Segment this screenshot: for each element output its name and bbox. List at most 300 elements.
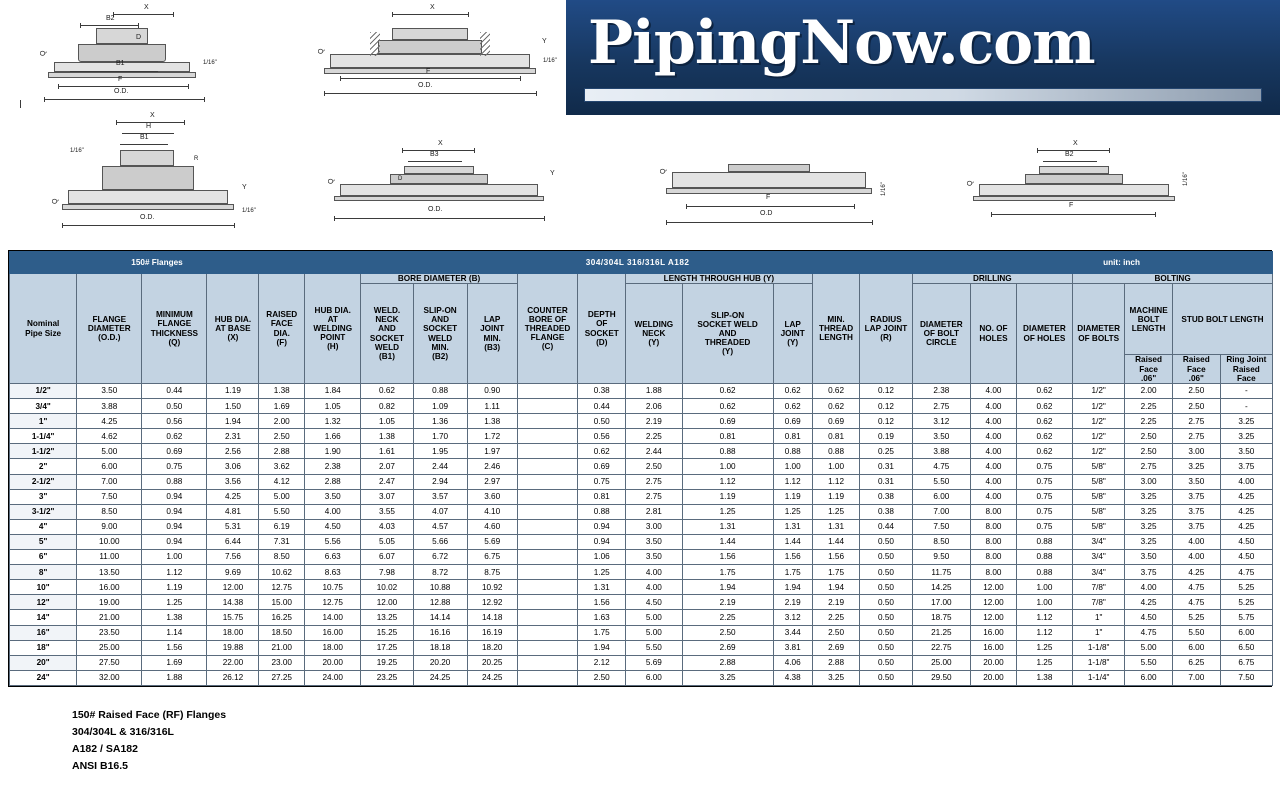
cell-depth-of-socket: 0.62 xyxy=(578,444,626,459)
cell-machine-bolt-length: 4.50 xyxy=(1125,610,1173,625)
cell-nominal-pipe-size: 10" xyxy=(10,580,77,595)
cell-no-of-holes: 8.00 xyxy=(971,565,1017,580)
cell-hub-dia-at-welding-point: 1.66 xyxy=(305,429,361,444)
cell-hub-dia-at-welding-point: 20.00 xyxy=(305,655,361,670)
table-group-header-row xyxy=(10,274,1273,284)
cell-stud-raised-face: 3.50 xyxy=(1172,474,1220,489)
cell-length-welding-neck: 5.50 xyxy=(626,640,682,655)
cell-bore-lap-joint: 1.97 xyxy=(467,444,517,459)
dim-label-q: Q xyxy=(318,48,325,54)
cell-raised-face-dia: 27.25 xyxy=(259,670,305,685)
dim-line-x xyxy=(392,14,468,15)
cell-min-flange-thickness: 1.69 xyxy=(142,655,207,670)
cell-min-thread-length: 1.00 xyxy=(812,459,860,474)
cell-dia-of-holes: 0.75 xyxy=(1016,504,1072,519)
cell-no-of-holes: 12.00 xyxy=(971,580,1017,595)
cell-min-thread-length: 2.88 xyxy=(812,655,860,670)
dim-label-sixteenth-top: 1/16" xyxy=(70,148,84,154)
cell-length-welding-neck: 4.00 xyxy=(626,565,682,580)
cell-min-flange-thickness: 1.88 xyxy=(142,670,207,685)
col-stud-raised-face: Raised Face .06" xyxy=(1172,355,1220,384)
cell-min-flange-thickness: 0.88 xyxy=(142,474,207,489)
cell-dia-bolt-circle: 21.25 xyxy=(912,625,971,640)
cell-radius-lap-joint: 0.50 xyxy=(860,655,912,670)
footer-notes xyxy=(72,707,226,775)
dim-label-sixteenth: 1/16" xyxy=(1183,172,1189,186)
cell-flange-diameter: 25.00 xyxy=(77,640,142,655)
diagram-slip-on xyxy=(300,4,565,109)
cell-dia-of-bolts: 7/8" xyxy=(1073,595,1125,610)
cell-length-lap-joint: 1.19 xyxy=(773,489,812,504)
cell-hub-dia-at-welding-point: 2.88 xyxy=(305,474,361,489)
dim-label-q: Q xyxy=(660,168,667,174)
cell-stud-ring-joint: 4.50 xyxy=(1220,550,1272,565)
cell-hub-dia-at-welding-point: 2.38 xyxy=(305,459,361,474)
cell-flange-diameter: 8.50 xyxy=(77,504,142,519)
cell-bore-slip-on: 4.57 xyxy=(413,519,467,534)
cell-stud-ring-joint: 4.25 xyxy=(1220,519,1272,534)
cell-hub-dia-at-base: 1.50 xyxy=(207,399,259,414)
note-line-1: 150# Raised Face (RF) Flanges xyxy=(72,709,227,721)
cell-stud-ring-joint: 6.00 xyxy=(1220,625,1272,640)
table-row xyxy=(10,504,1273,519)
cell-hub-dia-at-welding-point: 1.90 xyxy=(305,444,361,459)
dim-label-q: Q xyxy=(40,50,47,56)
cell-radius-lap-joint: 0.50 xyxy=(860,534,912,549)
cell-bore-lap-joint: 1.11 xyxy=(467,399,517,414)
cell-stud-ring-joint: 7.50 xyxy=(1220,670,1272,685)
dim-line-b2 xyxy=(80,25,138,26)
cell-dia-of-holes: 1.25 xyxy=(1016,640,1072,655)
cell-bore-lap-joint: 14.18 xyxy=(467,610,517,625)
cell-length-lap-joint: 4.06 xyxy=(773,655,812,670)
cell-machine-bolt-length: 2.00 xyxy=(1125,384,1173,399)
cell-length-welding-neck: 2.19 xyxy=(626,414,682,429)
cell-dia-bolt-circle: 7.50 xyxy=(912,519,971,534)
col-machine-bolt-raised-face: Raised Face .06" xyxy=(1125,355,1173,384)
cell-min-thread-length: 0.69 xyxy=(812,414,860,429)
cell-dia-of-bolts: 1/2" xyxy=(1073,384,1125,399)
group-drilling: DRILLING xyxy=(912,274,1073,284)
cell-radius-lap-joint: 0.50 xyxy=(860,610,912,625)
dim-label-radius: R xyxy=(194,156,199,162)
table-row xyxy=(10,580,1273,595)
dim-label-sixteenth: 1/16" xyxy=(203,60,217,66)
cell-raised-face-dia: 12.75 xyxy=(259,580,305,595)
dim-label-f: F xyxy=(118,76,123,83)
cell-bore-weld-neck: 2.07 xyxy=(361,459,413,474)
cell-counter-bore xyxy=(517,504,578,519)
cell-raised-face-dia: 21.00 xyxy=(259,640,305,655)
cell-stud-raised-face: 4.00 xyxy=(1172,550,1220,565)
col-min-thread-length: MIN. THREAD LENGTH xyxy=(812,274,860,384)
cell-flange-diameter: 11.00 xyxy=(77,550,142,565)
cell-radius-lap-joint: 0.44 xyxy=(860,519,912,534)
cell-machine-bolt-length: 3.25 xyxy=(1125,519,1173,534)
cell-min-thread-length: 1.19 xyxy=(812,489,860,504)
dim-label-sixteenth: 1/16" xyxy=(543,58,557,64)
cell-depth-of-socket: 1.06 xyxy=(578,550,626,565)
cell-length-welding-neck: 3.50 xyxy=(626,534,682,549)
cell-nominal-pipe-size: 6" xyxy=(10,550,77,565)
cell-depth-of-socket: 1.25 xyxy=(578,565,626,580)
cell-min-thread-length: 3.25 xyxy=(812,670,860,685)
cell-nominal-pipe-size: 2-1/2" xyxy=(10,474,77,489)
cell-no-of-holes: 8.00 xyxy=(971,504,1017,519)
cell-length-lap-joint: 1.44 xyxy=(773,534,812,549)
cell-machine-bolt-length: 5.00 xyxy=(1125,640,1173,655)
cell-dia-bolt-circle: 29.50 xyxy=(912,670,971,685)
table-row xyxy=(10,670,1273,685)
cell-min-flange-thickness: 0.94 xyxy=(142,489,207,504)
cell-bore-weld-neck: 4.03 xyxy=(361,519,413,534)
cell-dia-of-holes: 1.25 xyxy=(1016,655,1072,670)
cell-min-flange-thickness: 0.69 xyxy=(142,444,207,459)
dim-label-x: X xyxy=(438,140,443,147)
cell-stud-raised-face: 2.50 xyxy=(1172,399,1220,414)
cell-raised-face-dia: 2.00 xyxy=(259,414,305,429)
cell-dia-of-bolts: 3/4" xyxy=(1073,565,1125,580)
cell-dia-bolt-circle: 2.38 xyxy=(912,384,971,399)
cell-dia-of-holes: 0.75 xyxy=(1016,519,1072,534)
col-bore-lap-joint: LAP JOINT MIN. (B3) xyxy=(467,284,517,384)
cell-bore-weld-neck: 3.55 xyxy=(361,504,413,519)
cell-stud-ring-joint: 6.50 xyxy=(1220,640,1272,655)
flange-dimension-table-wrapper xyxy=(8,250,1272,687)
cell-length-lap-joint: 1.25 xyxy=(773,504,812,519)
cell-counter-bore xyxy=(517,580,578,595)
col-bore-weld-neck: WELD. NECK AND SOCKET WELD (B1) xyxy=(361,284,413,384)
cell-radius-lap-joint: 0.12 xyxy=(860,384,912,399)
cell-min-flange-thickness: 1.56 xyxy=(142,640,207,655)
cell-radius-lap-joint: 0.50 xyxy=(860,640,912,655)
dim-label-b1: B1 xyxy=(140,134,149,141)
cell-stud-ring-joint: 4.25 xyxy=(1220,489,1272,504)
dim-label-y: Y xyxy=(550,170,555,177)
cell-depth-of-socket: 0.94 xyxy=(578,519,626,534)
flange-face xyxy=(672,172,866,188)
cell-radius-lap-joint: 0.25 xyxy=(860,444,912,459)
cell-min-thread-length: 0.62 xyxy=(812,384,860,399)
cell-bore-slip-on: 12.88 xyxy=(413,595,467,610)
flange-body xyxy=(1025,174,1123,184)
cell-min-flange-thickness: 1.12 xyxy=(142,565,207,580)
cell-bore-lap-joint: 8.75 xyxy=(467,565,517,580)
table-row xyxy=(10,444,1273,459)
cell-bore-slip-on: 4.07 xyxy=(413,504,467,519)
col-bore-slip-on: SLIP-ON AND SOCKET WELD MIN. (B2) xyxy=(413,284,467,384)
cell-radius-lap-joint: 0.38 xyxy=(860,489,912,504)
cell-min-flange-thickness: 0.62 xyxy=(142,429,207,444)
cell-min-thread-length: 1.44 xyxy=(812,534,860,549)
cell-stud-ring-joint: 5.25 xyxy=(1220,580,1272,595)
flange-hub xyxy=(392,28,468,40)
cell-min-flange-thickness: 1.00 xyxy=(142,550,207,565)
cell-length-lap-joint: 0.81 xyxy=(773,429,812,444)
cell-hub-dia-at-base: 1.94 xyxy=(207,414,259,429)
cell-bore-slip-on: 1.09 xyxy=(413,399,467,414)
cell-stud-ring-joint: 4.50 xyxy=(1220,534,1272,549)
cell-dia-of-holes: 0.75 xyxy=(1016,489,1072,504)
cell-dia-of-bolts: 3/4" xyxy=(1073,534,1125,549)
cell-hub-dia-at-base: 26.12 xyxy=(207,670,259,685)
cell-stud-raised-face: 5.25 xyxy=(1172,610,1220,625)
cell-bore-slip-on: 16.16 xyxy=(413,625,467,640)
cell-dia-bolt-circle: 3.88 xyxy=(912,444,971,459)
cell-stud-ring-joint: 3.50 xyxy=(1220,444,1272,459)
cell-hub-dia-at-base: 3.56 xyxy=(207,474,259,489)
cell-dia-of-holes: 1.12 xyxy=(1016,610,1072,625)
cell-dia-of-bolts: 5/8" xyxy=(1073,519,1125,534)
cell-stud-raised-face: 2.75 xyxy=(1172,429,1220,444)
dim-line-b1 xyxy=(120,144,168,145)
table-row xyxy=(10,399,1273,414)
cell-radius-lap-joint: 0.12 xyxy=(860,414,912,429)
diagram-blind xyxy=(650,150,890,240)
cell-length-lap-joint: 3.12 xyxy=(773,610,812,625)
cell-length-slip-on: 2.19 xyxy=(682,595,773,610)
cell-counter-bore xyxy=(517,489,578,504)
table-row xyxy=(10,414,1273,429)
cell-raised-face-dia: 6.19 xyxy=(259,519,305,534)
table-row xyxy=(10,595,1273,610)
cell-min-thread-length: 1.25 xyxy=(812,504,860,519)
cell-no-of-holes: 16.00 xyxy=(971,625,1017,640)
cell-length-slip-on: 1.94 xyxy=(682,580,773,595)
cell-raised-face-dia: 15.00 xyxy=(259,595,305,610)
cell-no-of-holes: 4.00 xyxy=(971,459,1017,474)
cell-bore-weld-neck: 12.00 xyxy=(361,595,413,610)
cell-no-of-holes: 4.00 xyxy=(971,399,1017,414)
cell-radius-lap-joint: 0.50 xyxy=(860,580,912,595)
cell-dia-bolt-circle: 6.00 xyxy=(912,489,971,504)
cell-counter-bore xyxy=(517,459,578,474)
cell-length-welding-neck: 2.44 xyxy=(626,444,682,459)
cell-no-of-holes: 4.00 xyxy=(971,384,1017,399)
dim-label-od: O.D. xyxy=(428,206,443,213)
cell-hub-dia-at-base: 3.06 xyxy=(207,459,259,474)
cell-bore-lap-joint: 16.19 xyxy=(467,625,517,640)
logo-underbar xyxy=(584,88,1262,102)
cell-dia-of-holes: 0.75 xyxy=(1016,474,1072,489)
cell-min-flange-thickness: 1.25 xyxy=(142,595,207,610)
cell-dia-of-holes: 0.62 xyxy=(1016,414,1072,429)
cell-depth-of-socket: 0.50 xyxy=(578,414,626,429)
cell-flange-diameter: 7.50 xyxy=(77,489,142,504)
col-length-welding-neck: WELDING NECK (Y) xyxy=(626,284,682,384)
cell-raised-face-dia: 8.50 xyxy=(259,550,305,565)
dim-label-x: X xyxy=(430,4,435,11)
cell-dia-of-holes: 0.88 xyxy=(1016,534,1072,549)
cell-bore-slip-on: 1.36 xyxy=(413,414,467,429)
cell-stud-raised-face: 3.75 xyxy=(1172,504,1220,519)
cell-nominal-pipe-size: 1" xyxy=(10,414,77,429)
cell-hub-dia-at-welding-point: 18.00 xyxy=(305,640,361,655)
cell-flange-diameter: 19.00 xyxy=(77,595,142,610)
dim-label-q: Q xyxy=(328,178,335,184)
cell-stud-ring-joint: 3.25 xyxy=(1220,429,1272,444)
dim-label-y: Y xyxy=(242,184,247,191)
cell-machine-bolt-length: 2.75 xyxy=(1125,459,1173,474)
dim-label-x: X xyxy=(150,112,155,119)
cell-dia-bolt-circle: 3.12 xyxy=(912,414,971,429)
cell-bore-weld-neck: 6.07 xyxy=(361,550,413,565)
cell-depth-of-socket: 1.63 xyxy=(578,610,626,625)
flange-hub xyxy=(404,166,474,174)
cell-length-slip-on: 1.75 xyxy=(682,565,773,580)
cell-length-welding-neck: 4.50 xyxy=(626,595,682,610)
cell-length-lap-joint: 1.56 xyxy=(773,550,812,565)
cell-radius-lap-joint: 0.50 xyxy=(860,625,912,640)
cell-stud-raised-face: 3.75 xyxy=(1172,519,1220,534)
cell-length-lap-joint: 0.62 xyxy=(773,384,812,399)
cell-hub-dia-at-base: 22.00 xyxy=(207,655,259,670)
cell-flange-diameter: 4.25 xyxy=(77,414,142,429)
cell-hub-dia-at-welding-point: 10.75 xyxy=(305,580,361,595)
cell-dia-bolt-circle: 25.00 xyxy=(912,655,971,670)
flange-body xyxy=(390,174,488,184)
cell-dia-bolt-circle: 11.75 xyxy=(912,565,971,580)
cell-hub-dia-at-welding-point: 4.00 xyxy=(305,504,361,519)
cell-radius-lap-joint: 0.31 xyxy=(860,474,912,489)
dim-label-h: H xyxy=(146,123,152,130)
cell-flange-diameter: 23.50 xyxy=(77,625,142,640)
cell-bore-slip-on: 8.72 xyxy=(413,565,467,580)
dim-line-od xyxy=(324,93,536,94)
cell-stud-raised-face: 7.00 xyxy=(1172,670,1220,685)
cell-hub-dia-at-base: 2.31 xyxy=(207,429,259,444)
cell-raised-face-dia: 1.69 xyxy=(259,399,305,414)
cell-nominal-pipe-size: 2" xyxy=(10,459,77,474)
cell-flange-diameter: 3.88 xyxy=(77,399,142,414)
cell-depth-of-socket: 0.81 xyxy=(578,489,626,504)
cell-depth-of-socket: 2.50 xyxy=(578,670,626,685)
cell-length-slip-on: 2.50 xyxy=(682,625,773,640)
cell-stud-raised-face: 4.75 xyxy=(1172,580,1220,595)
cell-dia-of-bolts: 3/4" xyxy=(1073,550,1125,565)
col-stud-ring-joint: Ring Joint Raised Face xyxy=(1220,355,1272,384)
cell-flange-diameter: 27.50 xyxy=(77,655,142,670)
dim-line-f xyxy=(340,78,520,79)
table-row xyxy=(10,550,1273,565)
cell-bore-weld-neck: 17.25 xyxy=(361,640,413,655)
cell-counter-bore xyxy=(517,610,578,625)
cell-length-welding-neck: 2.25 xyxy=(626,429,682,444)
cell-hub-dia-at-welding-point: 8.63 xyxy=(305,565,361,580)
cell-min-flange-thickness: 0.94 xyxy=(142,519,207,534)
cell-depth-of-socket: 0.44 xyxy=(578,399,626,414)
cell-raised-face-dia: 5.00 xyxy=(259,489,305,504)
col-hub-dia-at-welding-point: HUB DIA. AT WELDING POINT (H) xyxy=(305,274,361,384)
note-line-3: A182 / SA182 xyxy=(72,743,138,755)
dim-label-f: F xyxy=(1069,202,1074,209)
dim-label-y: Y xyxy=(542,38,547,45)
cell-no-of-holes: 8.00 xyxy=(971,519,1017,534)
cell-nominal-pipe-size: 18" xyxy=(10,640,77,655)
cell-depth-of-socket: 0.88 xyxy=(578,504,626,519)
table-row xyxy=(10,534,1273,549)
table-row xyxy=(10,640,1273,655)
cell-radius-lap-joint: 0.12 xyxy=(860,399,912,414)
cell-hub-dia-at-welding-point: 14.00 xyxy=(305,610,361,625)
flange-body xyxy=(378,40,482,54)
diagram-lap-joint xyxy=(28,112,278,242)
dim-label-f: F xyxy=(766,194,771,201)
cell-dia-bolt-circle: 17.00 xyxy=(912,595,971,610)
table-row xyxy=(10,655,1273,670)
table-row xyxy=(10,519,1273,534)
cell-no-of-holes: 8.00 xyxy=(971,534,1017,549)
cell-hub-dia-at-base: 19.88 xyxy=(207,640,259,655)
cell-bore-lap-joint: 2.97 xyxy=(467,474,517,489)
cell-hub-dia-at-base: 4.25 xyxy=(207,489,259,504)
cell-nominal-pipe-size: 24" xyxy=(10,670,77,685)
cell-raised-face-dia: 23.00 xyxy=(259,655,305,670)
dim-line-f xyxy=(686,206,854,207)
cell-length-slip-on: 0.81 xyxy=(682,429,773,444)
hatch-right xyxy=(480,32,490,56)
piping-now-logo xyxy=(566,0,1280,115)
cell-min-flange-thickness: 0.75 xyxy=(142,459,207,474)
table-title-row xyxy=(10,252,1273,274)
cell-counter-bore xyxy=(517,414,578,429)
cell-raised-face-dia: 2.50 xyxy=(259,429,305,444)
cell-bore-weld-neck: 19.25 xyxy=(361,655,413,670)
cell-length-slip-on: 1.12 xyxy=(682,474,773,489)
cell-min-thread-length: 2.19 xyxy=(812,595,860,610)
cell-length-lap-joint: 1.12 xyxy=(773,474,812,489)
cell-machine-bolt-length: 4.75 xyxy=(1125,625,1173,640)
cell-min-thread-length: 1.75 xyxy=(812,565,860,580)
cell-machine-bolt-length: 3.25 xyxy=(1125,534,1173,549)
cell-flange-diameter: 7.00 xyxy=(77,474,142,489)
col-dia-of-holes: DIAMETER OF HOLES xyxy=(1016,284,1072,384)
cell-length-lap-joint: 1.75 xyxy=(773,565,812,580)
cell-bore-lap-joint: 4.10 xyxy=(467,504,517,519)
cell-bore-weld-neck: 2.47 xyxy=(361,474,413,489)
dim-label-q: Q xyxy=(967,180,974,186)
cell-nominal-pipe-size: 16" xyxy=(10,625,77,640)
cell-nominal-pipe-size: 1-1/4" xyxy=(10,429,77,444)
cell-hub-dia-at-base: 14.38 xyxy=(207,595,259,610)
cell-nominal-pipe-size: 8" xyxy=(10,565,77,580)
hatch-left xyxy=(370,32,380,56)
cell-machine-bolt-length: 5.50 xyxy=(1125,655,1173,670)
cell-hub-dia-at-base: 5.31 xyxy=(207,519,259,534)
cell-length-welding-neck: 3.50 xyxy=(626,550,682,565)
col-length-lap-joint: LAP JOINT (Y) xyxy=(773,284,812,384)
cell-bore-slip-on: 24.25 xyxy=(413,670,467,685)
cell-bore-weld-neck: 7.98 xyxy=(361,565,413,580)
cell-bore-lap-joint: 4.60 xyxy=(467,519,517,534)
cell-dia-bolt-circle: 9.50 xyxy=(912,550,971,565)
dim-label-f: F xyxy=(426,68,431,75)
cell-no-of-holes: 4.00 xyxy=(971,474,1017,489)
cell-no-of-holes: 4.00 xyxy=(971,429,1017,444)
cell-radius-lap-joint: 0.31 xyxy=(860,459,912,474)
cell-flange-diameter: 9.00 xyxy=(77,519,142,534)
cell-length-lap-joint: 0.88 xyxy=(773,444,812,459)
table-row xyxy=(10,429,1273,444)
cell-raised-face-dia: 5.50 xyxy=(259,504,305,519)
cell-length-slip-on: 0.62 xyxy=(682,399,773,414)
cell-bore-lap-joint: 6.75 xyxy=(467,550,517,565)
flange-diagrams-area xyxy=(0,0,1280,245)
dim-label-od: O.D. xyxy=(114,88,129,95)
cell-length-lap-joint: 0.62 xyxy=(773,399,812,414)
col-flange-diameter: FLANGE DIAMETER (O.D.) xyxy=(77,274,142,384)
cell-radius-lap-joint: 0.50 xyxy=(860,565,912,580)
